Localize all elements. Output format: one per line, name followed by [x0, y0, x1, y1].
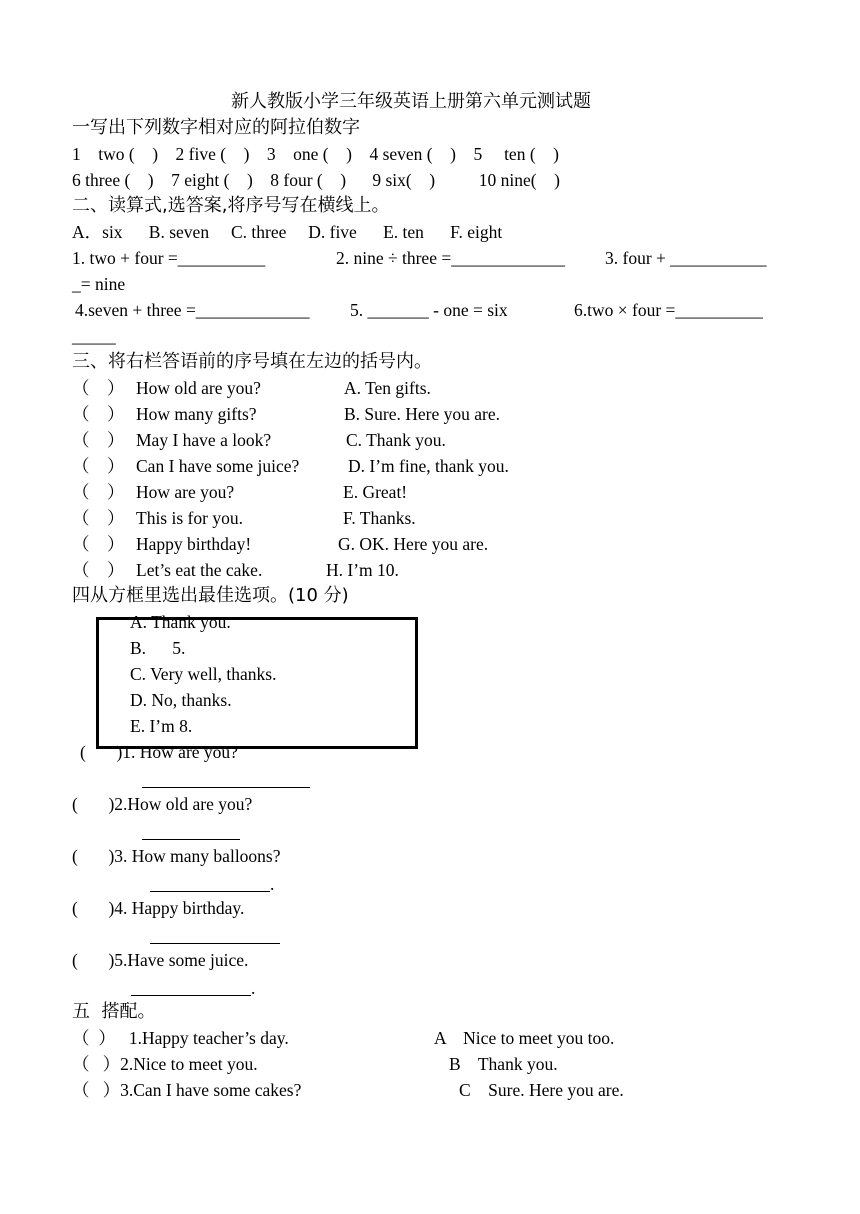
box-option: A. Thank you. — [130, 612, 231, 632]
box-option: C. Very well, thanks. — [130, 664, 277, 684]
s4-question-1: ( )1. How are you? — [80, 742, 238, 762]
s3-left-item: Happy birthday! — [136, 534, 252, 554]
s3-right-item: G. OK. Here you are. — [338, 534, 489, 554]
s3-paren: （ ） — [72, 508, 125, 528]
s4-question-3: ( )3. How many balloons? — [72, 846, 281, 866]
s5-right-item: C Sure. Here you are. — [459, 1080, 624, 1100]
s3-right-item: D. I’m fine, thank you. — [348, 456, 509, 476]
s5-right-item: A Nice to meet you too. — [434, 1028, 615, 1048]
s2-question-3-cont: _= nine — [72, 274, 126, 294]
section-3-heading: 三、将右栏答语前的序号填在左边的括号内。 — [72, 351, 432, 372]
s1-row-2: 6 three ( ) 7 eight ( ) 8 four ( ) 9 six( ) 10 nine( ) — [72, 170, 560, 190]
s3-left-item: How old are you? — [136, 378, 261, 398]
s2-question-2: 2. nine ÷ three =_____________ — [336, 248, 565, 268]
s3-right-item: F. Thanks. — [343, 508, 416, 528]
section-5-heading: 五 搭配。 — [72, 1001, 156, 1022]
s3-right-item: A. Ten gifts. — [344, 378, 431, 398]
s3-right-item: E. Great! — [343, 482, 408, 502]
s5-left-item: （ ）3.Can I have some cakes? — [72, 1080, 302, 1100]
s5-left-item: （ ）2.Nice to meet you. — [72, 1054, 258, 1074]
s2-options: A．six B. seven C. three D. five E. ten F. eight — [72, 222, 503, 242]
s3-paren: （ ） — [72, 430, 125, 450]
answer-line — [150, 891, 270, 892]
s3-left-item: Can I have some juice? — [136, 456, 300, 476]
s2-question-5: 5. _______ - one = six — [350, 300, 508, 320]
s3-left-item: Let’s eat the cake. — [136, 560, 263, 580]
s4-question-2: ( )2.How old are you? — [72, 794, 253, 814]
s3-paren: （ ） — [72, 560, 125, 580]
period: . — [251, 978, 256, 998]
s3-left-item: This is for you. — [136, 508, 243, 528]
s3-paren: （ ） — [72, 378, 125, 398]
box-option: D. No, thanks. — [130, 690, 232, 710]
s2-question-6: 6.two × four =__________ — [574, 300, 763, 320]
s3-left-item: May I have a look? — [136, 430, 272, 450]
answer-line — [142, 839, 240, 840]
s3-right-item: C. Thank you. — [346, 430, 446, 450]
s2-question-3: 3. four + ___________ — [605, 248, 767, 268]
answer-line — [131, 995, 251, 996]
s3-right-item: B. Sure. Here you are. — [344, 404, 500, 424]
s2-question-1: 1. two + four =__________ — [72, 248, 266, 268]
answer-line — [142, 787, 310, 788]
section-2-heading: 二、读算式,选答案,将序号写在横线上。 — [72, 195, 390, 216]
s3-left-item: How many gifts? — [136, 404, 257, 424]
s3-left-item: How are you? — [136, 482, 235, 502]
box-option: B. 5. — [130, 638, 186, 658]
s2-question-4: 4.seven + three =_____________ — [75, 300, 310, 320]
s3-paren: （ ） — [72, 482, 125, 502]
s3-right-item: H. I’m 10. — [326, 560, 399, 580]
s1-row-1: 1 two ( ) 2 five ( ) 3 one ( ) 4 seven ( ) 5 ten ( ) — [72, 144, 559, 164]
section-1-heading: 一写出下列数字相对应的阿拉伯数字 — [72, 117, 360, 138]
s3-paren: （ ） — [72, 534, 125, 554]
s2-question-6-cont: _____ — [72, 326, 116, 346]
page-title: 新人教版小学三年级英语上册第六单元测试题 — [231, 91, 591, 112]
box-option: E. I’m 8. — [130, 716, 193, 736]
answer-line — [150, 943, 280, 944]
s4-question-4: ( )4. Happy birthday. — [72, 898, 245, 918]
period: . — [270, 874, 275, 894]
s3-paren: （ ） — [72, 404, 125, 424]
s4-question-5: ( )5.Have some juice. — [72, 950, 249, 970]
s5-left-item: （ ） 1.Happy teacher’s day. — [72, 1028, 289, 1048]
s5-right-item: B Thank you. — [449, 1054, 558, 1074]
s3-paren: （ ） — [72, 456, 125, 476]
section-4-heading: 四从方框里选出最佳选项。(10 分) — [72, 585, 349, 606]
